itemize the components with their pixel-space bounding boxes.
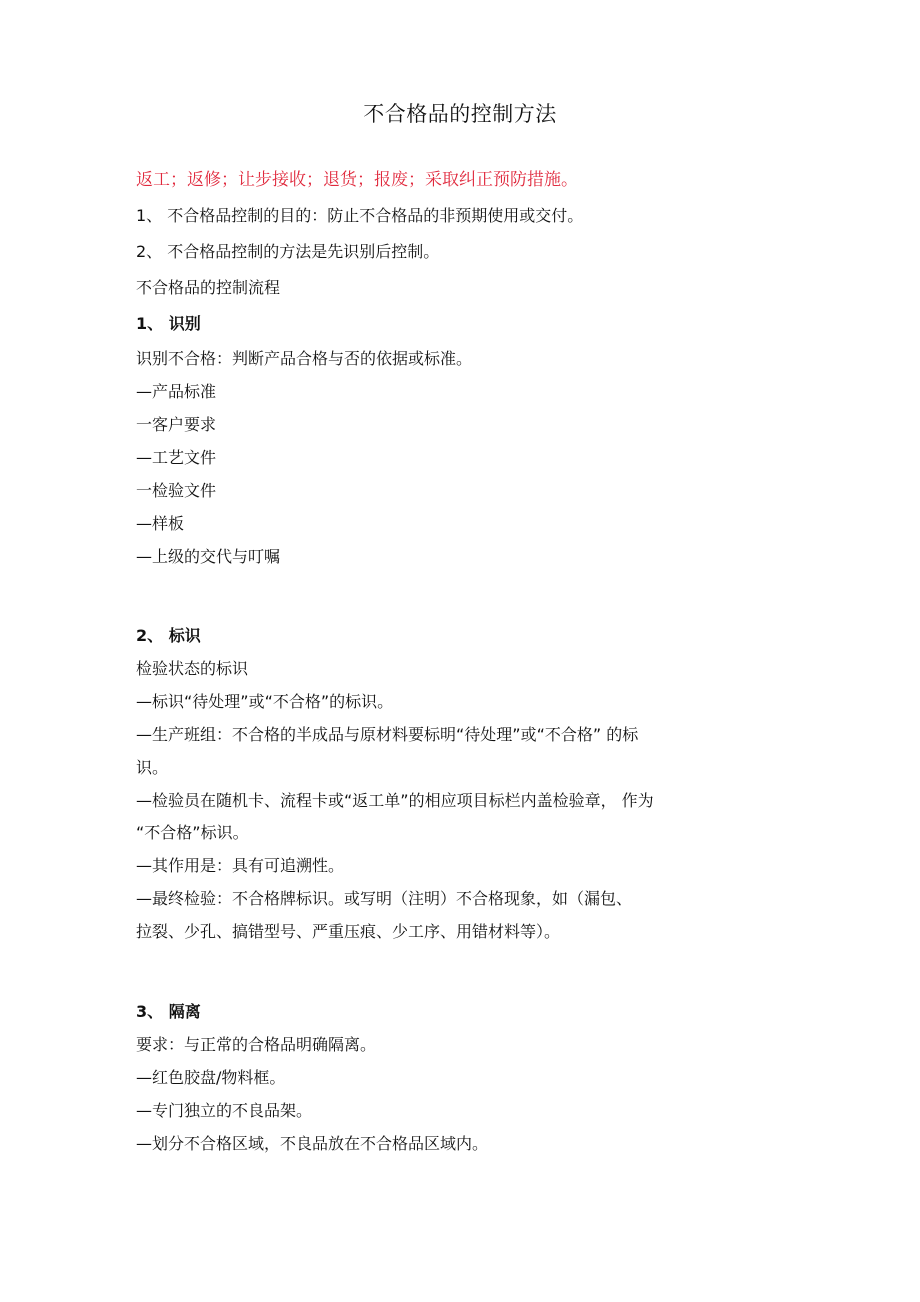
section1-line: 识别不合格：判断产品合格与否的依据或标准。 [136,349,473,368]
section1-line: 一检验文件 [136,481,217,500]
section1-line: —工艺文件 [136,448,217,467]
red-summary-line: 返工；返修；让步接收；退货；报废；采取纠正预防措施。 [136,170,578,190]
section2-line: 识。 [136,758,169,777]
section2-line: 检验状态的标识 [136,659,249,678]
section3-line: —划分不合格区域，不良品放在不合格品区域内。 [136,1134,489,1153]
section2-line: “不合格”标识。 [136,823,249,842]
section3-line: —红色胶盘/物料框。 [136,1068,286,1087]
section2-line: 拉裂、少孔、搞错型号、严重压痕、少工序、用错材料等）。 [136,922,561,941]
intro-line-3: 不合格品的控制流程 [136,278,281,297]
section3-heading: 3、 隔离 [136,1002,201,1021]
section2-heading: 2、 标识 [136,626,201,645]
section2-line: —标识“待处理”或“不合格”的标识。 [136,692,394,711]
section2-line: —其作用是：具有可追溯性。 [136,856,345,875]
section3-line: —专门独立的不良品架。 [136,1101,313,1120]
section1-heading: 1、 识别 [136,314,201,333]
section1-line: 一客户要求 [136,415,217,434]
section3-line: 要求：与正常的合格品明确隔离。 [136,1035,377,1054]
document-title: 不合格品的控制方法 [363,102,557,126]
section1-line: —产品标准 [136,382,217,401]
section1-line: —样板 [136,514,185,533]
intro-line-2: 2、 不合格品控制的方法是先识别后控制。 [136,242,440,261]
section1-line: —上级的交代与叮嘱 [136,547,281,566]
section2-line: —生产班组：不合格的半成品与原材料要标明“待处理”或“不合格” 的标 [136,725,639,744]
section2-line: —检验员在随机卡、流程卡或“返工单”的相应项目标栏内盖检验章， 作为 [136,791,654,810]
intro-line-1: 1、 不合格品控制的目的：防止不合格品的非预期使用或交付。 [136,206,584,225]
section2-line: —最终检验：不合格牌标识。或写明（注明）不合格现象，如（漏包、 [136,889,633,908]
